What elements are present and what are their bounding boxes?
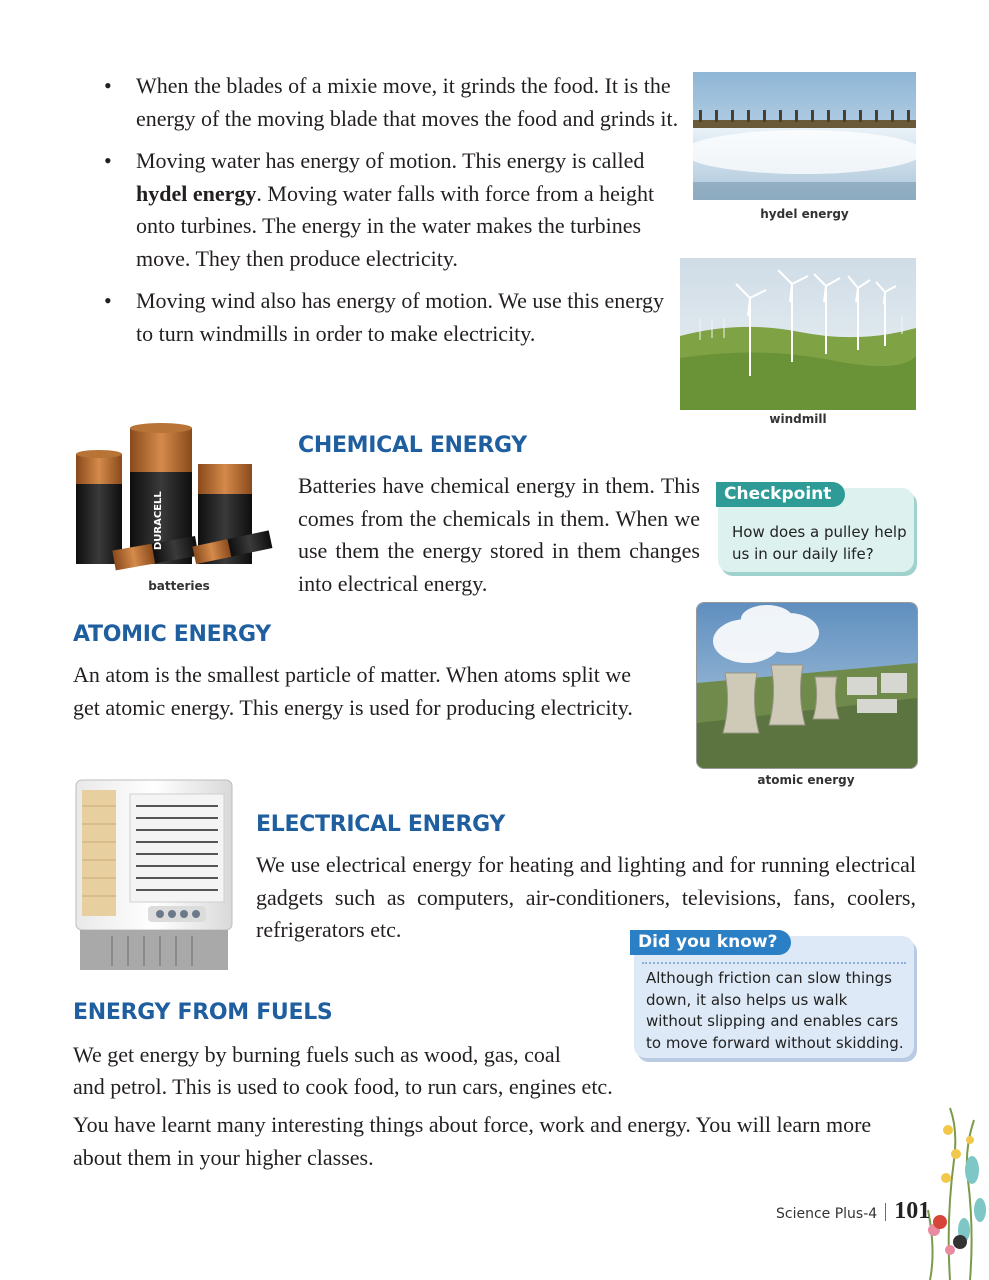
bullet-item-hydel	[72, 145, 684, 275]
atomic-caption: atomic energy	[757, 773, 855, 787]
did-you-know-divider	[642, 962, 906, 964]
bullet-dot: •	[104, 73, 112, 98]
hydel-caption: hydel energy	[760, 207, 849, 221]
windmill-caption: windmill	[769, 412, 827, 426]
chemical-energy-heading: CHEMICAL ENERGY	[298, 433, 527, 458]
bullet-dot: •	[104, 148, 112, 173]
batteries-image	[74, 420, 274, 578]
bullet-text: Moving water has energy of motion. This energy is called	[136, 148, 645, 173]
checkpoint-question: How does a pulley help us in our daily life?	[732, 523, 907, 563]
atomic-energy-text: An atom is the smallest particle of matter. When atoms split we get atomic energy. This energy is used for producing electricity.	[73, 662, 633, 720]
closing-paragraph: You have learnt many interesting things about force, work and energy. You will learn more about them in your higher classes.	[73, 1112, 872, 1170]
did-you-know-text: Although friction can slow things down, it also helps us walk without slipping and enables cars to move forward without skidding.	[646, 969, 904, 1052]
page-footer	[776, 1198, 930, 1225]
fuels-energy-heading: ENERGY FROM FUELS	[73, 1000, 333, 1025]
page-number: 101	[894, 1198, 931, 1224]
electrical-energy-text: We use electrical energy for heating and lighting and for running electrical gadgets such as computers, air-conditioners, televisions, fans, coolers, refrigerators etc.	[256, 852, 916, 942]
book-title: Science Plus-4	[776, 1206, 878, 1222]
windmill-image	[680, 258, 916, 410]
floral-decoration	[910, 1100, 989, 1280]
chemical-energy-text: Batteries have chemical energy in them. This comes from the chemicals in them. When we use them the energy stored in them changes into electrical energy.	[298, 473, 700, 596]
atomic-plant-image	[696, 602, 918, 769]
footer-divider	[885, 1203, 886, 1221]
bullet-text: . Moving water falls with force from a height onto turbines. The energy in the water makes the turbines move. They then produce electricity.	[136, 180, 655, 271]
bullet-text: When the blades of a mixie move, it grinds the food. It is the energy of the moving blade that moves the food and grinds it.	[136, 73, 679, 131]
fuels-energy-line-1: We get energy by burning fuels such as wood, gas, coal	[73, 1042, 561, 1067]
checkpoint-tag: Checkpoint	[716, 482, 845, 507]
intro-bullets	[72, 70, 684, 360]
bullet-item-wind	[72, 285, 684, 350]
atomic-energy-heading: ATOMIC ENERGY	[73, 622, 271, 647]
batteries-caption: batteries	[148, 579, 210, 593]
battery-brand-text: DURACELL	[153, 491, 164, 550]
bullet-item-mixie	[72, 70, 684, 135]
ladybug-icon	[933, 1215, 947, 1229]
electrical-energy-heading: ELECTRICAL ENERGY	[256, 812, 506, 837]
fuels-energy-line-2: and petrol. This is used to cook food, to run cars, engines etc.	[73, 1074, 613, 1099]
bullet-bold-term: hydel energy	[136, 180, 257, 206]
bullet-dot: •	[104, 288, 112, 313]
did-you-know-tag: Did you know?	[630, 930, 791, 955]
hydel-dam-image	[693, 72, 916, 200]
bullet-text: Moving wind also has energy of motion. We use this energy to turn windmills in order to make electricity.	[136, 288, 664, 346]
air-cooler-image	[72, 776, 236, 974]
